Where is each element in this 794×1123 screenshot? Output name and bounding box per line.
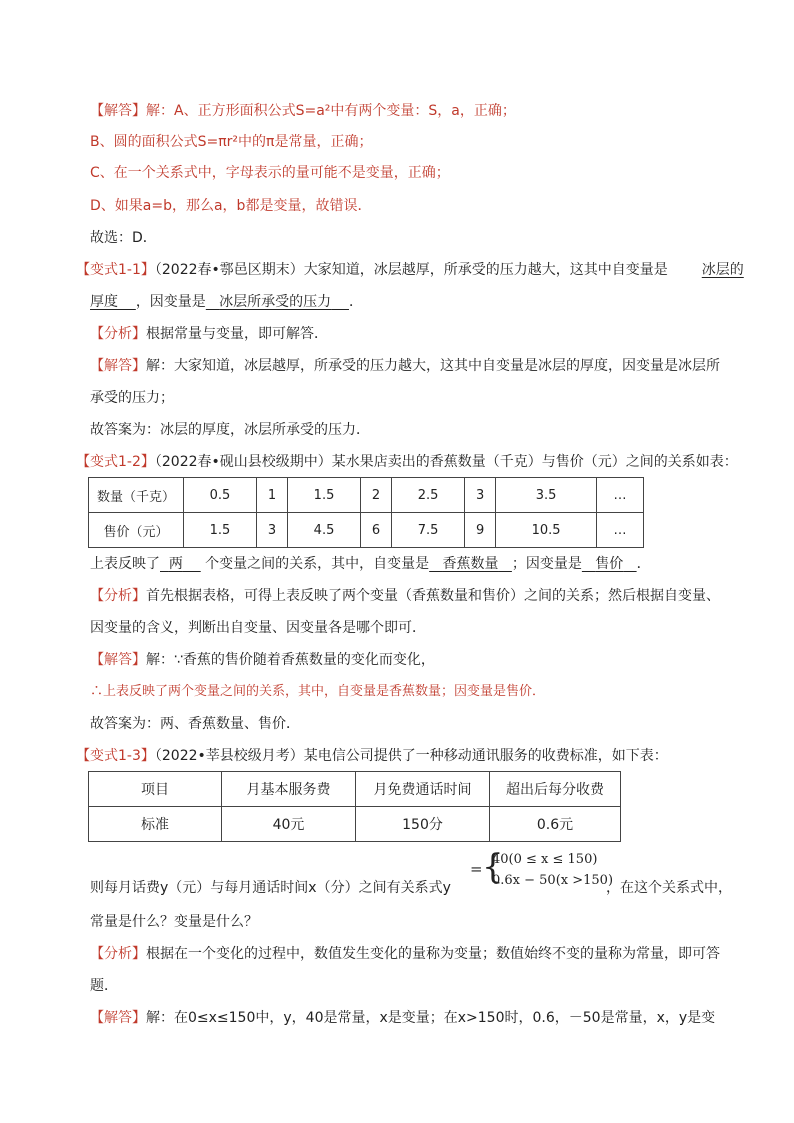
- v12-fill-d: ．: [636, 556, 651, 572]
- v12-analysis-text: 首先根据表格，可得上表反映了两个变量（香蕉数量和售价）之间的关系；然后根据自变量、: [146, 588, 720, 604]
- table-cell: 3: [256, 513, 287, 548]
- v11-blank-1a: 冰层的: [701, 262, 744, 278]
- piecewise-case-2: 0.6x − 50(x >150): [492, 873, 614, 888]
- table-cell: …: [596, 478, 643, 513]
- v13-analysis-line-2: 题．: [90, 978, 118, 994]
- table-cell: 1.5: [288, 478, 361, 513]
- answer-line-3: C、在一个关系式中，字母表示的量可能不是变量，正确；: [90, 165, 450, 181]
- v11-question-end: ．: [348, 294, 363, 310]
- table-cell: 月基本服务费: [222, 772, 356, 807]
- v11-analysis-tag: 【分析】: [90, 326, 146, 342]
- v12-price-table: [88, 477, 644, 548]
- v13-text-line-1b: ，在这个关系式中，: [606, 880, 732, 896]
- v12-fill-b: 个变量之间的关系，其中，自变量是: [205, 556, 430, 572]
- table-cell: 150分: [356, 807, 490, 842]
- v13-text-a: 则每月话费y（元）与每月通话时间x（分）之间有关系式y: [90, 880, 451, 896]
- table-cell: 7.5: [392, 513, 465, 548]
- table-cell: 0.6元: [490, 807, 621, 842]
- v13-answer-text: 解：在0≤x≤150中，y，40是常量，x是变量；在x>150时，0.6，－50是常量，x，y是变: [146, 1010, 716, 1026]
- table-cell: 项目: [89, 772, 222, 807]
- answer-text: 解：A、正方形面积公式S=a²中有两个变量：S，a，正确；: [146, 103, 516, 119]
- answer-line-1: [90, 101, 516, 121]
- v12-blank-1: 两: [168, 556, 183, 572]
- table-cell: 9: [465, 513, 496, 548]
- table-cell: 月免费通话时间: [356, 772, 490, 807]
- v11-final: 故答案为：冰层的厚度，冰层所承受的压力．: [90, 422, 370, 438]
- table-cell: 2: [360, 478, 391, 513]
- piecewise-equals: =: [470, 860, 483, 878]
- v11-blank-2: 冰层所承受的压力: [219, 294, 332, 310]
- v13-analysis-text: 根据在一个变化的过程中，数值发生变化的量称为变量；数值始终不变的量称为常量，即可答: [146, 946, 720, 962]
- v11-question-b: ，因变量是: [135, 294, 206, 310]
- table-cell: 标准: [89, 807, 222, 842]
- table-cell: 超出后每分收费: [490, 772, 621, 807]
- v11-tag: 【变式1-1】: [76, 262, 155, 278]
- v13-text-line-2: 常量是什么？变量是什么？: [90, 914, 258, 930]
- table-cell: 数量（千克）: [89, 478, 184, 513]
- v12-analysis-line-2: 因变量的含义，判断出自变量、因变量各是哪个即可．: [90, 620, 426, 636]
- v12-fill-a: 上表反映了: [90, 556, 160, 572]
- v12-answer-line-2: ∴上表反映了两个变量之间的关系，其中，自变量是香蕉数量；因变量是售价．: [90, 684, 546, 699]
- v11-answer-tag: 【解答】: [90, 358, 146, 374]
- piecewise-case-1: 40(0 ≤ x ≤ 150): [492, 852, 598, 867]
- v12-answer-line-1: [90, 650, 435, 670]
- table-cell: 4.5: [288, 513, 361, 548]
- v12-analysis-tag: 【分析】: [90, 588, 146, 604]
- table-cell: 6: [360, 513, 391, 548]
- v12-blank-3: 售价: [595, 556, 624, 572]
- v12-question: [76, 452, 738, 472]
- v11-answer-line-2: 承受的压力；: [90, 390, 174, 406]
- v13-question: [76, 746, 668, 766]
- piecewise-brace: {: [482, 847, 504, 887]
- answer-line-4: D、如果a=b，那么a，b都是变量，故错误．: [90, 198, 372, 214]
- table-cell: 0.5: [184, 478, 257, 513]
- v11-analysis-text: 根据常量与变量，即可解答．: [146, 326, 328, 342]
- v11-answer-text: 解：大家知道，冰层越厚，所承受的压力越大，这其中自变量是冰层的厚度，因变量是冰层所: [146, 358, 720, 374]
- answer-tag: 【解答】: [90, 103, 146, 119]
- table-cell: 10.5: [496, 513, 597, 548]
- v13-analysis-line-1: [90, 944, 720, 964]
- table-cell: 1.5: [184, 513, 257, 548]
- v13-tag: 【变式1-3】: [76, 748, 155, 764]
- v11-question-line-1: [76, 260, 744, 280]
- v12-answer-tag: 【解答】: [90, 652, 146, 668]
- v11-blank-1b: 厚度: [90, 294, 118, 310]
- table-cell: 3: [465, 478, 496, 513]
- v11-analysis: [90, 324, 328, 344]
- v13-text-line-1: [90, 878, 451, 898]
- table-cell: 2.5: [392, 478, 465, 513]
- v12-question-text: （2022春•砚山县校级期中）某水果店卖出的香蕉数量（千克）与售价（元）之间的关系如表：: [154, 454, 738, 470]
- v13-fee-table: [88, 771, 621, 842]
- table-cell: 1: [256, 478, 287, 513]
- table-cell: …: [596, 513, 643, 548]
- table-row: [89, 772, 621, 807]
- v12-tag: 【变式1-2】: [76, 454, 155, 470]
- answer-final: 故选：D．: [90, 230, 157, 246]
- table-cell: 售价（元）: [89, 513, 184, 548]
- answer-line-2: B、圆的面积公式S=πr²中的π是常量，正确；: [90, 134, 373, 150]
- v12-analysis-line-1: [90, 586, 720, 606]
- table-row: [89, 513, 644, 548]
- v11-answer-line-1: [90, 356, 720, 376]
- v11-question: （2022春•鄠邑区期末）大家知道，冰层越厚，所承受的压力越大，这其中自变量是: [154, 262, 668, 278]
- v12-fill-line: [90, 554, 651, 574]
- v12-answer-text: 解：∵香蕉的售价随着香蕉数量的变化而变化，: [146, 652, 435, 668]
- v13-answer-tag: 【解答】: [90, 1010, 146, 1026]
- v12-blank-2: 香蕉数量: [442, 556, 499, 572]
- v13-question-text: （2022•莘县校级月考）某电信公司提供了一种移动通讯服务的收费标准，如下表：: [154, 748, 668, 764]
- v13-analysis-tag: 【分析】: [90, 946, 146, 962]
- table-row: [89, 807, 621, 842]
- v12-final: 故答案为：两、香蕉数量、售价．: [90, 716, 300, 732]
- v12-fill-c: ；因变量是: [511, 556, 582, 572]
- table-cell: 3.5: [496, 478, 597, 513]
- table-row: [89, 478, 644, 513]
- table-cell: 40元: [222, 807, 356, 842]
- v13-answer-line: [90, 1008, 715, 1028]
- v11-question-line-2: [90, 292, 363, 312]
